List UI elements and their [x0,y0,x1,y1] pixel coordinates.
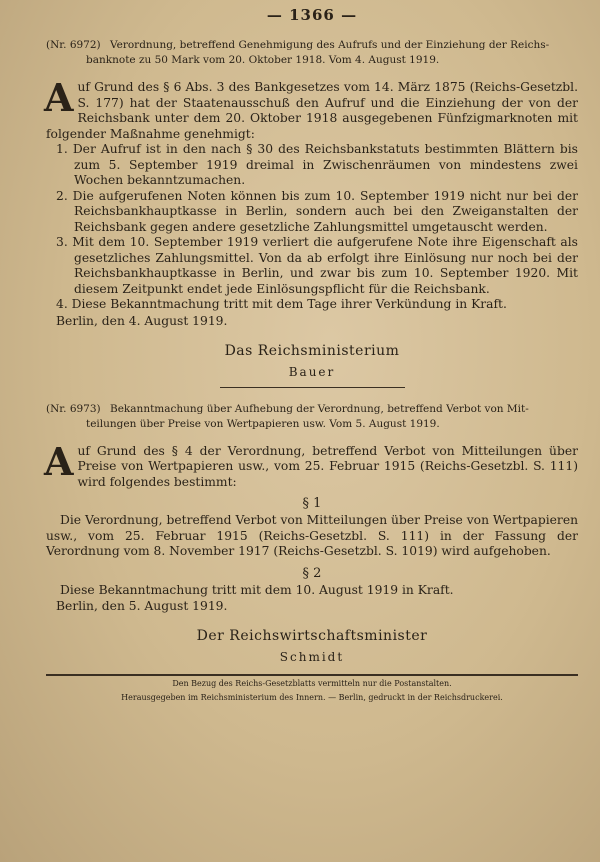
doc1-place-date: Berlin, den 4. August 1919. [56,313,228,328]
doc2-section1-text: Die Verordnung, betreffend Verbot von Mitteilungen über Preise von Wertpapieren usw., vom 25. Februar 1915 (Reichs-Gesetzbl. S. 111) in der Fassung der Verordnung vom 8. November 1917 (Reichs-Gesetzbl. S. 1019) wird aufgehoben. [46,513,579,558]
footer-line2: Herausgegeben im Reichsministerium des Innern. — Berlin, gedruckt in der Reichsdruckerei. [121,693,503,702]
doc2-place-date: Berlin, den 5. August 1919. [56,599,228,613]
doc1-signer: Bauer [288,364,336,379]
doc1-intro [44,75,578,142]
doc1-number: (Nr. 6972) [46,39,101,51]
footer-line1: Den Bezug des Reichs-Gesetzblatts vermitteln nur die Postanstalten. [172,679,452,688]
doc2-intro-text: uf Grund des § 4 der Verordnung, betreffend Verbot von Mitteilungen über Preise von Wertpapieren usw., vom 25. Februar 1915 (Reichs-Gesetzbl. S. 111) wird folgendes bestimmt: [77,443,578,489]
doc2-heading [46,402,578,432]
doc2-title-line2: teilungen über Preise von Wertpapieren usw. Vom 5. August 1919. [86,417,440,430]
doc2-section1-label: § 1 [302,496,322,511]
doc1-title-line2: banknote zu 50 Mark vom 20. Oktober 1918. Vom 4. August 1919. [86,54,440,66]
doc1-signatory: Das Reichsministerium [224,342,400,359]
doc2-signer: Schmidt [279,650,345,664]
doc2-title-line1: Bekanntmachung über Aufhebung der Verordnung, betreffend Verbot von Mit- [110,402,529,415]
footer-rule [46,674,578,676]
doc2-initial: A [44,438,74,484]
doc1-initial: A [44,75,74,120]
list-item: 2. Die aufgerufenen Noten können bis zum 10. September 1919 nicht nur bei der Reichsbankhauptkasse in Berlin, sondern auch bei den Zweiganstalten der Reichsbank gegen andere gesetzliche Zahlungsmittel umgetauscht werden. [56,188,578,234]
list-item: 4. Diese Bekanntmachung tritt mit dem Tage ihrer Verkündung in Kraft. [56,297,507,311]
doc2-number: (Nr. 6973) [46,402,101,415]
section-divider [220,387,405,388]
doc2-signatory: Der Reichswirtschaftsminister [196,628,428,644]
page-number: — 1366 — [266,6,358,24]
list-item: 1. Der Aufruf ist in den nach § 30 des Reichsbankstatuts bestimmten Blättern bis zum 5. September 1919 dreimal in Zwischenräumen von mindestens zwei Wochen bekanntzumachen. [56,142,578,187]
doc2-intro [44,438,578,491]
doc1-intro-text: uf Grund des § 6 Abs. 3 des Bankgesetzes vom 14. März 1875 (Reichs-Gesetzbl. S. 177) hat der Staatenausschuß den Aufruf und die Einziehung der von der Reichsbank unter dem 20. Oktober 1918 ausgegebenen Fünfzigmarknoten mit folgender Maßnahme genehmigt: [46,80,578,141]
list-item: 3. Mit dem 10. September 1919 verliert die aufgerufene Note ihre Eigenschaft als gesetzliches Zahlungsmittel. Von da ab erfolgt ihre Einlösung nur noch bei der Reichsbankhauptkasse in Berlin, und zwar bis zum 10. September 1920. Mit diesem Zeitpunkt endet jede Einlösungspflicht für die Reichsbank. [56,235,578,296]
doc2-section2-label: § 2 [302,565,322,581]
doc1-heading [46,38,578,68]
doc2-section2-text: Diese Bekanntmachung tritt mit dem 10. August 1919 in Kraft. [60,582,454,597]
doc1-title-line1: Verordnung, betreffend Genehmigung des Aufrufs und der Einziehung der Reichs- [110,39,550,51]
doc1-list [46,142,578,313]
